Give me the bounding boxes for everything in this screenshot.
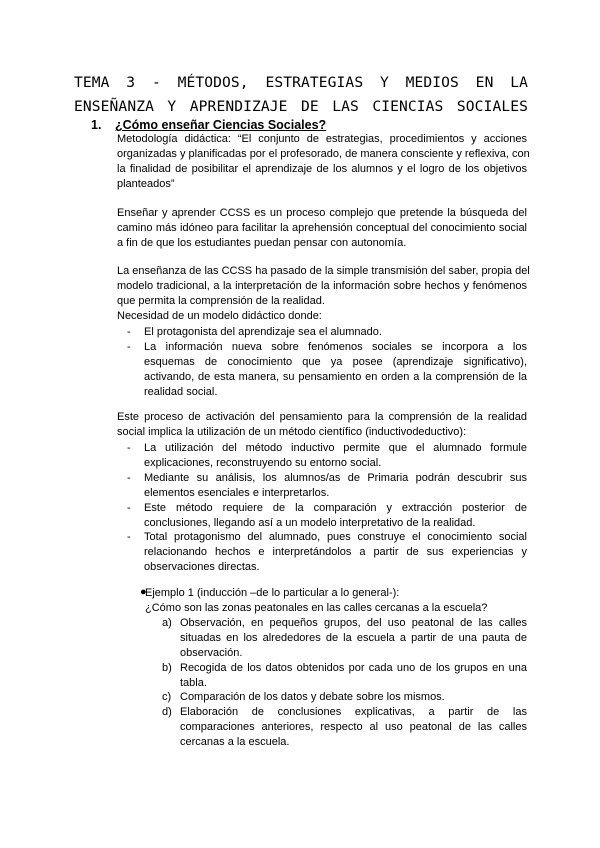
section-heading: ¿Cómo enseñar Ciencias Sociales? [115,118,327,132]
text-line: Metodología didáctica: “El conjunto de estrategias, procedimientos y acciones [117,133,527,145]
text-line: relacionando hechos e interpretándolos a partir de sus experiencias y [144,546,527,559]
text-line: realidad social. [144,386,218,399]
text-line: Necesidad de un modelo didáctico donde: [117,310,322,323]
paragraph-activation [117,410,527,440]
text-line: Este proceso de activación del pensamiento para la comprensión de la realidad [117,411,527,423]
bullet-icon: ● [140,586,147,598]
text-line: La utilización del método inductivo permite que el alumnado formule [144,442,527,454]
list-item [117,471,527,502]
step-letter: d) [162,706,172,718]
text-line: modelo tradicional, a la interpretación de la información sobre hechos y fenómenos [117,280,527,293]
list-item [117,340,527,402]
text-line: camino más idóneo para facilitar la aprehensión conceptual del conocimiento social [117,222,527,235]
example-step [155,690,527,706]
list-item [117,325,527,341]
step-letter: c) [162,691,172,703]
list-item [117,501,527,532]
step-letter: a) [162,617,172,629]
text-line: El protagonista del aprendizaje sea el alumnado. [144,326,382,338]
text-line: tabla. [180,677,207,690]
text-line: comparaciones anteriores, respecto al uso peatonal de las calles [180,721,527,734]
example-step [155,705,527,751]
paragraph-methodology [117,132,530,192]
text-line: observación. [180,647,243,660]
dash-marker: - [127,442,131,454]
text-line: La información nueva sobre fenómenos sociales se incorpora a los [144,341,527,353]
text-line: esquemas de conocimiento que ya posee (aprendizaje significativo), [144,356,527,369]
text-line: explicaciones, reconstruyendo su entorno social. [144,457,382,470]
text-line: Comparación de los datos y debate sobre los mismos. [180,691,445,703]
text-line: La enseñanza de las CCSS ha pasado de la simple transmisión del saber, propia del [117,265,530,277]
text-line: elementos esenciales e interpretarlos. [144,487,330,500]
example-step [155,616,527,662]
text-line: conclusiones, llegando así a un modelo interpretativo de la realidad. [144,517,476,530]
list-item [117,441,527,472]
title-line-1: TEMA 3 - MÉTODOS, ESTRATEGIAS Y MEDIOS EN LA [74,74,528,91]
text-line: Mediante su análisis, los alumnos/as de Primaria podrán descubrir sus [144,472,527,484]
text-line: social implica la utilización de un método científico (inductivodeductivo): [117,426,467,439]
text-line: Enseñar y aprender CCSS es un proceso complejo que pretende la búsqueda del [117,207,527,219]
text-line: Recogida de los datos obtenidos por cada uno de los grupos en una [180,662,527,674]
step-letter: b) [162,662,172,674]
text-line: observaciones directas. [144,561,260,574]
text-line: Elaboración de conclusiones explicativas, a partir de las [180,706,527,718]
text-line: planteados” [117,178,175,191]
list-item [117,530,527,576]
section-number: 1. [91,118,102,132]
text-line: Observación, en pequeños grupos, del uso peatonal de las calles [180,617,527,629]
text-line: organizadas y planificadas por el profesorado, de manera consciente y reflexiva, con [117,148,530,161]
text-line: la finalidad de posibilitar el aprendizaje de los alumnos y el logro de los objetivos [117,163,527,176]
text-line: que permita la comprensión de la realidad. [117,295,325,308]
dash-marker: - [127,502,131,514]
text-line: Este método requiere de la comparación y extracción posterior de [144,502,527,514]
title-line-2: ENSEÑANZA Y APRENDIZAJE DE LAS CIENCIAS SOCIALES [74,98,528,115]
dash-marker: - [127,326,131,338]
text-line: cercanas a la escuela. [180,736,290,749]
text-line: Total protagonismo del alumnado, pues construye el conocimiento social [144,531,527,543]
example-step [155,661,527,692]
text-line: activando, de esta manera, su pensamiento en orden a la comprensión de la [144,371,527,384]
example-question: ¿Cómo son las zonas peatonales en las calles cercanas a la escuela? [145,602,488,614]
dash-marker: - [127,341,131,353]
text-line: situadas en los alrededores de la escuela a partir de una pauta de [180,632,527,645]
paragraph-teaching-evolution [117,264,530,324]
dash-marker: - [127,472,131,484]
paragraph-ccss-process [117,206,527,251]
text-line: a fin de que los estudiantes puedan pensar con autonomía. [117,237,407,250]
example-title: Ejemplo 1 (inducción –de lo particular a lo general-): [145,587,400,599]
dash-marker: - [127,531,131,543]
